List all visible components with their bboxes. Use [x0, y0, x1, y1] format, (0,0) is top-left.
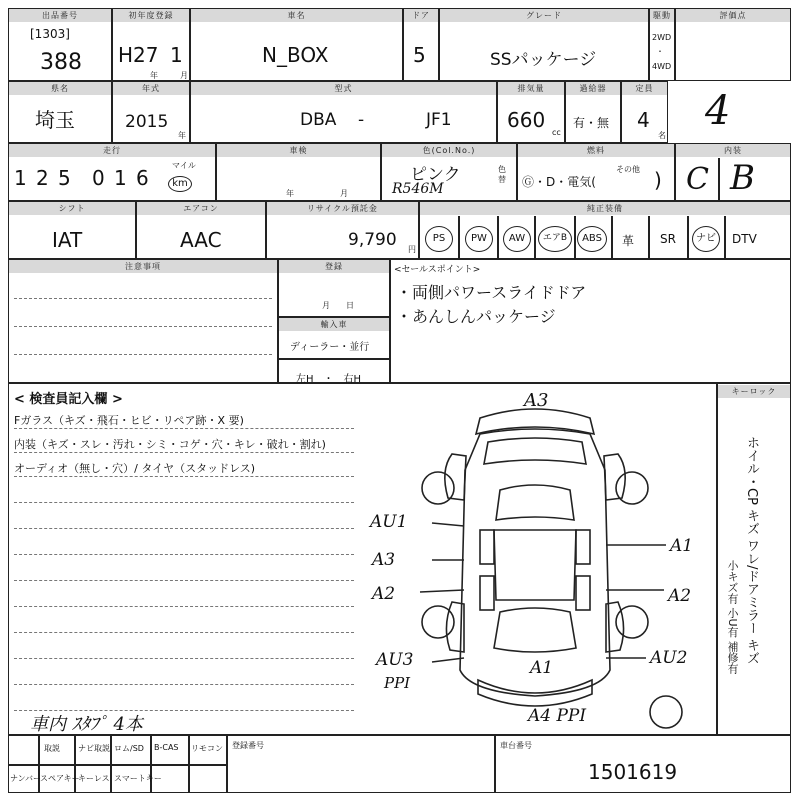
header-recycle: リサイクル預託金 — [267, 202, 418, 215]
inspector-title: < 検査員記入欄 > — [14, 392, 123, 407]
footer-label-spare-key: スペアキー — [40, 774, 80, 783]
footer-label-keyless: キーレス — [78, 774, 110, 783]
header-registration: 登録 — [279, 260, 389, 273]
footer-label-bcas: B-CAS — [154, 743, 179, 752]
year-unit: 年 — [150, 71, 158, 80]
equip-ps: PS — [425, 226, 453, 252]
lot-number: 388 — [40, 50, 82, 75]
equip-abs: ABS — [577, 226, 607, 252]
header-import: 輸入車 — [279, 318, 389, 331]
header-model-year: 年式 — [113, 82, 189, 95]
header-turbo: 過給器 — [566, 82, 620, 95]
month-unit: 月 — [180, 71, 188, 80]
era-year: H27 — [118, 43, 159, 67]
header-interior: 内装 — [676, 144, 790, 157]
header-venue-no: 出品番号 — [9, 9, 111, 22]
header-fuel: 燃料 — [518, 144, 674, 157]
first-reg-month: 1 — [170, 43, 183, 67]
header-doors: ドア — [404, 9, 438, 22]
mileage-digits — [12, 166, 172, 194]
footer-label-manual: 取説 — [44, 744, 60, 753]
registration-number-label: 登録番号 — [232, 741, 264, 750]
aircon: AAC — [180, 228, 222, 252]
mileage-digit: 1 — [14, 166, 27, 190]
inspector-line-2: 内装（キズ・スレ・汚れ・シミ・コゲ・穴・キレ・破れ・割れ) — [14, 438, 326, 451]
color-change: 色替 — [498, 165, 506, 184]
damage-top: A3 — [524, 390, 549, 411]
chassis-number-label: 車台番号 — [500, 741, 532, 750]
sales-point-1: ・両側パワースライドドア — [396, 283, 587, 302]
damage-left-3: A2 — [372, 584, 396, 604]
damage-bottom: A4 PPI — [528, 706, 587, 726]
damage-right-2: A2 — [668, 586, 692, 606]
model-code: JF1 — [426, 110, 452, 130]
interior-handwritten-c: C — [686, 162, 709, 197]
prefecture: 埼玉 — [35, 108, 75, 132]
shift: IAT — [52, 228, 83, 252]
mileage-digit: 2 — [36, 166, 49, 190]
color-code-handwritten: R546M — [392, 181, 444, 197]
header-score: 評価点 — [676, 9, 790, 22]
doors: 5 — [413, 43, 426, 67]
damage-left-2: A3 — [372, 550, 396, 570]
header-mileage: 走行 — [9, 144, 215, 157]
model-year-ad: 2015 — [125, 112, 169, 132]
header-capacity: 定員 — [622, 82, 667, 95]
model-dash: - — [358, 110, 365, 130]
damage-left-4-ppi: PPI — [384, 674, 411, 692]
equip-pw: PW — [465, 226, 493, 252]
mileage-unit-km: km — [168, 176, 192, 192]
mileage-digit: 1 — [114, 166, 127, 190]
damage-right-1: A1 — [670, 536, 694, 556]
turbo: 有・無 — [573, 116, 610, 130]
header-notes: 注意事項 — [9, 260, 277, 273]
displacement-unit: cc — [552, 128, 561, 137]
damage-right-3: AU2 — [650, 648, 688, 668]
sales-point-2: ・あんしんパッケージ — [396, 307, 556, 326]
header-drive: 駆動 — [650, 9, 674, 22]
drive-4wd: 4WD — [652, 62, 672, 71]
car-diagram — [360, 390, 710, 735]
footer-label-smart-key: スマートキー — [114, 774, 162, 783]
import-type: ディーラー・並行 — [290, 342, 370, 353]
header-model: 型式 — [191, 82, 496, 95]
inspector-line-3: オーディオ（無し・穴）/ タイヤ（スタッドレス) — [14, 462, 256, 475]
header-displacement: 排気量 — [498, 82, 564, 95]
inspection-month: 月 — [340, 189, 348, 198]
footer-label-rom-sd: ロム/SD — [114, 744, 144, 753]
fuel-close: ) — [654, 168, 662, 192]
mileage-digit: 6 — [136, 166, 149, 190]
fuel-other: その他 — [616, 165, 640, 174]
footer-label-navi-manual: ナビ取説 — [78, 744, 110, 753]
registration-date: 月 日 — [322, 301, 354, 310]
mileage-digit: 5 — [58, 166, 71, 190]
car-name: N_BOX — [262, 43, 329, 67]
header-car-name: 車名 — [191, 9, 402, 22]
header-key-lock: キーロック — [718, 385, 790, 398]
interior-handwritten-b: B — [730, 158, 755, 198]
drive-2wd: 2WD — [652, 33, 672, 42]
equip-airbag: エアB — [538, 226, 572, 252]
side-sub-text: 小キズ有 小U有 補修有 — [726, 560, 739, 675]
inspector-line-1: Fガラス（キズ・飛石・ヒビ・リペア跡・X 要) — [14, 414, 244, 427]
capacity-unit: 名 — [658, 131, 666, 140]
header-grade: グレード — [440, 9, 648, 22]
header-first-reg: 初年度登録 — [113, 9, 189, 22]
footer-label-remote: リモコン — [191, 744, 223, 753]
header-equipment: 純正装備 — [420, 202, 790, 215]
equip-sunroof: SR — [660, 232, 676, 246]
model-year-unit: 年 — [178, 131, 186, 140]
damage-center: A1 — [530, 658, 554, 678]
drive-dot: ・ — [656, 47, 664, 56]
sales-point-header: <セールスポイント> — [394, 265, 481, 275]
damage-left-4: AU3 — [376, 650, 414, 670]
model-prefix: DBA — [300, 110, 337, 130]
lot-bracket: [1303] — [30, 27, 70, 41]
fuel: Ⓖ・D・電気( — [522, 175, 596, 189]
recycle-unit: 円 — [408, 245, 416, 254]
inspection-year: 年 — [286, 189, 294, 198]
damage-left-1: AU1 — [370, 512, 408, 532]
equip-leather: 革 — [622, 234, 635, 248]
equip-aw: AW — [503, 226, 531, 252]
recycle-fee: 9,790 — [348, 230, 397, 250]
displacement: 660 — [507, 108, 546, 132]
chassis-number: 1501619 — [588, 760, 678, 784]
header-inspection: 車検 — [217, 144, 380, 157]
equip-dtv: DTV — [732, 232, 757, 246]
handle-side: 左H ・ 右H — [296, 374, 362, 385]
grade: SSパッケージ — [490, 50, 597, 70]
header-shift: シフト — [9, 202, 135, 215]
side-vertical-text: ホイル・CP キズ ワレ/ドアミラー キズ — [744, 436, 759, 665]
header-aircon: エアコン — [137, 202, 265, 215]
mileage-digit: 0 — [92, 166, 105, 190]
equip-navi: ナビ — [692, 226, 720, 252]
capacity: 4 — [637, 108, 650, 132]
footer-label-plate: ナンバー — [10, 774, 42, 783]
color: ピンク — [410, 165, 461, 185]
score-handwritten: 4 — [705, 88, 731, 134]
header-prefecture: 県名 — [9, 82, 111, 95]
mileage-unit-mile: マイル — [172, 161, 196, 170]
inspector-handwritten-note: 車内 ｽﾀﾌﾟ 4本 — [30, 714, 143, 735]
header-color: 色(Col.No.) — [382, 144, 516, 157]
